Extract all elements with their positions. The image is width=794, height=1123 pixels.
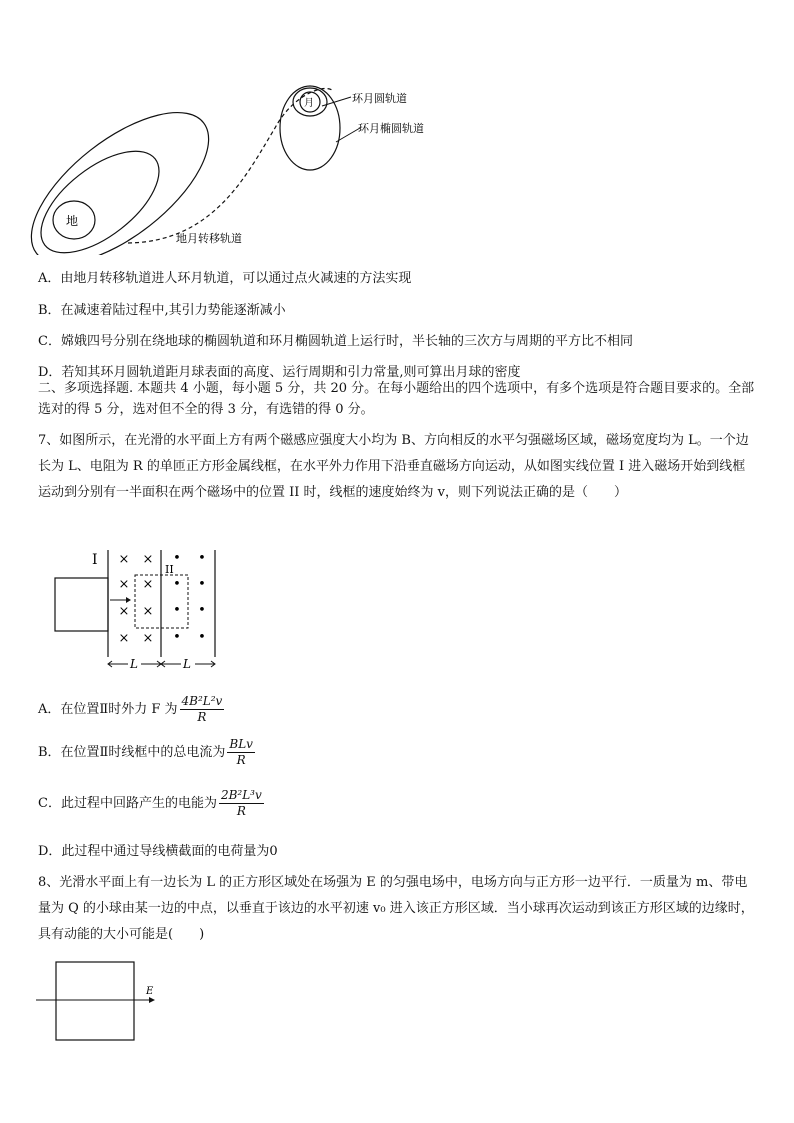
svg-text:×: × [142,631,154,646]
svg-text:•: • [173,630,181,645]
earth-inner-ellipse [30,132,176,255]
width-label-1: L [130,657,138,671]
width-label-2: L [183,657,191,671]
lunar-circular-orbit-label: 环月圆轨道 [352,92,407,105]
svg-text:×: × [118,552,130,567]
dot-field-marks [173,551,206,645]
svg-text:•: • [198,603,206,618]
svg-text:×: × [118,577,130,592]
earth-label: 地 [66,214,79,228]
svg-text:•: • [198,630,206,645]
q7-option-b-text: B．在位置Ⅱ时线框中的总电流为 [38,745,226,760]
q7-option-c-fraction: $\frac{\text{2B²L³v}}{R}$ [220,788,262,818]
svg-text:•: • [198,577,206,592]
svg-text:×: × [142,552,154,567]
svg-text:×: × [118,631,130,646]
svg-text:×: × [118,604,130,619]
q7-option-a [38,692,224,728]
q7-option-a-fraction: $\frac{\text{4B²L²v}}{R}$ [181,694,223,724]
orbit-figure [30,80,470,255]
q8-stem: 8、光滑水平面上有一边长为 L 的正方形区域处在场强为 E 的匀强电场中，电场方向与正方形一边平行．一质量为 m、带电量为 Q 的小球由某一边的中点，以垂直于该边的水平初速 v₀ 进入该正方形区域．当小球再次运动到该正方形区域的边缘时，具有动能的大小可能是( ) [38,875,754,942]
svg-text:×: × [142,604,154,619]
svg-text:×: × [142,577,154,592]
q6-option-b: B．在减速着陆过程中,其引力势能逐渐减小 [38,303,286,318]
q6-option-d: D．若知其环月圆轨道距月球表面的高度、运行周期和引力常量,则可算出月球的密度 [38,365,521,380]
q7-option-c-text: C．此过程中回路产生的电能为 [38,796,217,811]
position-1-label: I [92,552,98,568]
q7-option-b [38,735,255,771]
transfer-orbit-label: 地月转移轨道 [176,232,242,245]
svg-text:•: • [173,603,181,618]
electric-field-figure [36,958,166,1048]
position-2-label: II [165,563,174,576]
cross-field-marks [119,552,154,646]
q6-option-c: C．嫦娥四号分别在绕地球的椭圆轨道和环月椭圆轨道上运行时，半长轴的三次方与周期的平方比不相同 [38,334,633,349]
section-2-instructions: 二、多项选择题. 本题共 4 小题，每小题 5 分，共 20 分。在每小题给出的四个选项中，有多个选项是符合题目要求的。全部选对的得 5 分，选对但不全的得 3 分，有选错的得 0 分。 [38,381,755,417]
q7-option-b-fraction: $\frac{\text{BLv}}{R}$ [229,737,253,767]
field-label: E [146,986,154,997]
svg-text:•: • [173,551,181,566]
square-region [56,962,134,1040]
q7-stem: 7、如图所示，在光滑的水平面上方有两个磁感应强度大小均为 B、方向相反的水平匀强磁场区域，磁场宽度均为 L。一个边长为 L、电阻为 R 的单匝正方形金属线框，在水平外力作用下沿垂直磁场方向运动，从如图实线位置 I 进入磁场开始到线框运动到分别有一半面积在两个磁场中的位置 II 时，线框的速度始终为 v，则下列说法正确的是（ ） [38,433,749,500]
coil-position-1 [55,578,108,631]
moon-label: 月 [304,98,314,109]
svg-text:•: • [198,551,206,566]
lunar-elliptical-orbit-label: 环月椭圆轨道 [358,122,424,135]
q6-option-a: A．由地月转移轨道进人环月轨道，可以通过点火减速的方法实现 [38,271,412,286]
svg-text:•: • [173,577,181,592]
q7-option-a-text: A．在位置Ⅱ时外力 F 为 [38,702,178,717]
earth-outer-ellipse [30,85,233,255]
q7-option-d: D．此过程中通过导线横截面的电荷量为0 [38,844,278,859]
magnetic-field-figure [50,545,230,675]
q7-option-c [38,786,264,822]
